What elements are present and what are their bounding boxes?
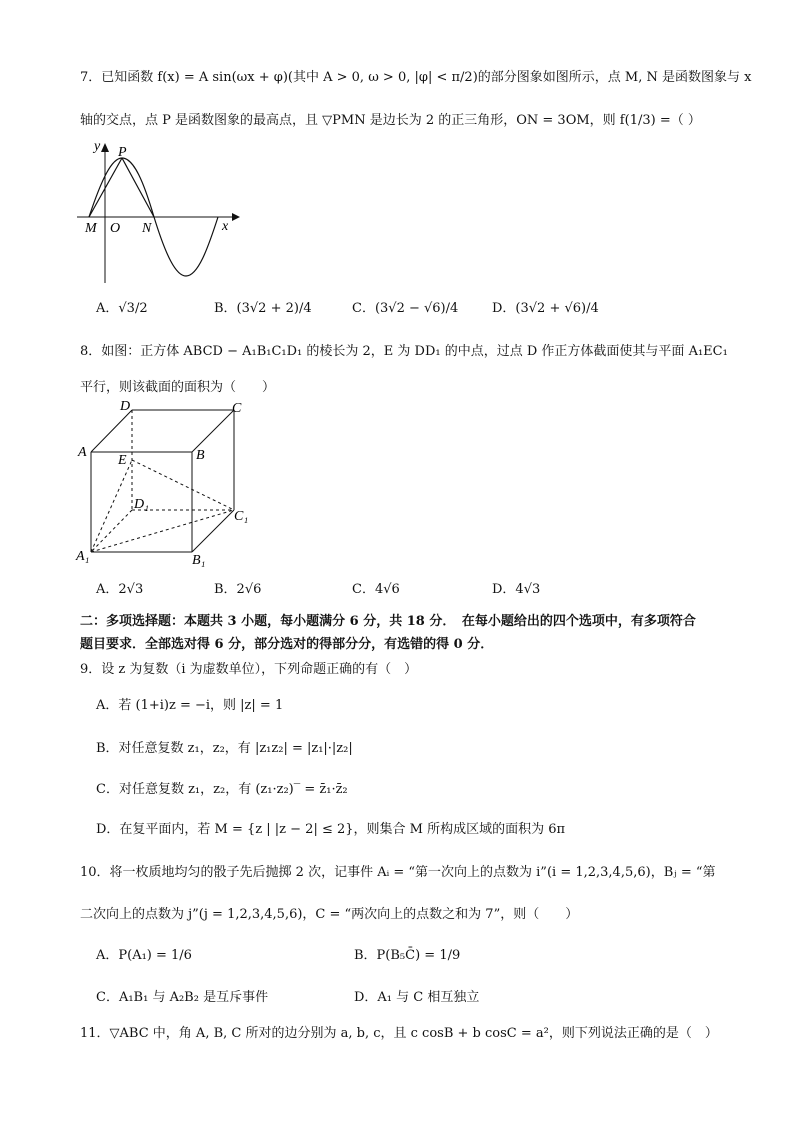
- section2-header-line2: 题目要求．全部选对得 6 分，部分选对的得部分分，有选错的得 0 分．: [80, 637, 494, 652]
- cube-label-d1: D₁: [134, 497, 149, 512]
- q9-stem: 9．设 z 为复数（i 为虚数单位），下列命题正确的有（ ）: [80, 662, 418, 677]
- cube-label-a1: A₁: [76, 549, 90, 564]
- q10-option-a: A．P(A₁) = 1/6: [96, 948, 192, 963]
- cube-label-e: E: [118, 453, 127, 468]
- graph-label-n: N: [142, 221, 152, 236]
- q10-stem-line1: 10．将一枚质地均匀的骰子先后抛掷 2 次，记事件 Aᵢ = “第一次向上的点数为 i”(i = 1,2,3,4,5,6)，Bⱼ = “第: [80, 865, 716, 880]
- q7-stem-line1: 7．已知函数 f(x) = A sin(ωx + φ)(其中 A > 0, ω > 0, |φ| < π/2)的部分图象如图所示，点 M, N 是函数图象与 x: [80, 70, 752, 85]
- cube-label-d: D: [120, 399, 131, 414]
- cube-label-b: B: [196, 448, 205, 463]
- q8-option-c: C．4√6: [352, 582, 400, 597]
- q8-option-b: B．2√6: [214, 582, 262, 597]
- q8-option-a: A．2√3: [96, 582, 144, 597]
- q7-stem-line2: 轴的交点，点 P 是函数图象的最高点，且 ▽PMN 是边长为 2 的正三角形，ON = 3OM，则 f(1/3) =（ ）: [80, 113, 701, 128]
- q7-option-a: A．√3/2: [96, 301, 148, 316]
- graph-label-m: M: [85, 221, 97, 236]
- q10-stem-line2: 二次向上的点数为 j”(j = 1,2,3,4,5,6)，C = “两次向上的点数之和为 7”，则（ ）: [80, 907, 579, 922]
- cube-label-a: A: [78, 445, 87, 460]
- cube-figure: [74, 398, 254, 568]
- graph-label-y: y: [94, 139, 101, 154]
- q7-option-c: C．(3√2 − √6)/4: [352, 301, 459, 316]
- graph-label-x: x: [222, 219, 229, 234]
- q8-option-d: D．4√3: [492, 582, 541, 597]
- cube-label-c1: C₁: [234, 509, 249, 524]
- q10-option-d: D．A₁ 与 C 相互独立: [354, 990, 480, 1005]
- q8-stem-line2: 平行，则该截面的面积为（ ）: [80, 380, 276, 395]
- q10-option-c: C．A₁B₁ 与 A₂B₂ 是互斥事件: [96, 990, 269, 1005]
- q9-option-c: C．对任意复数 z₁，z₂，有 (z₁·z₂)‾ = z̄₁·z̄₂: [96, 782, 348, 797]
- q10-option-b: B．P(B₅C̄) = 1/9: [354, 948, 461, 963]
- graph-label-o: O: [110, 221, 121, 236]
- q9-option-d: D．在复平面内，若 M = {z | |z − 2| ≤ 2}，则集合 M 所构成区域的面积为 6π: [96, 822, 566, 837]
- q8-stem-line1: 8．如图：正方体 ABCD − A₁B₁C₁D₁ 的棱长为 2，E 为 DD₁ 的中点，过点 D 作正方体截面使其与平面 A₁EC₁: [80, 344, 728, 359]
- cube-label-b1: B₁: [192, 553, 206, 568]
- section2-header-line1: 二：多项选择题：本题共 3 小题，每小题满分 6 分，共 18 分． 在每小题给出的四个选项中，有多项符合: [80, 614, 696, 629]
- q9-option-a: A．若 (1+i)z = −i，则 |z| = 1: [96, 698, 284, 713]
- cube-label-c: C: [232, 401, 242, 416]
- graph-label-p: P: [118, 145, 127, 160]
- q9-option-b: B．对任意复数 z₁，z₂，有 |z₁z₂| = |z₁|·|z₂|: [96, 741, 353, 756]
- q7-option-d: D．(3√2 + √6)/4: [492, 301, 599, 316]
- q7-option-b: B．(3√2 + 2)/4: [214, 301, 312, 316]
- q11-stem: 11．▽ABC 中，角 A, B, C 所对的边分别为 a, b, c，且 c cosB + b cosC = a²，则下列说法正确的是（ ）: [80, 1026, 718, 1041]
- sine-graph: [72, 138, 247, 286]
